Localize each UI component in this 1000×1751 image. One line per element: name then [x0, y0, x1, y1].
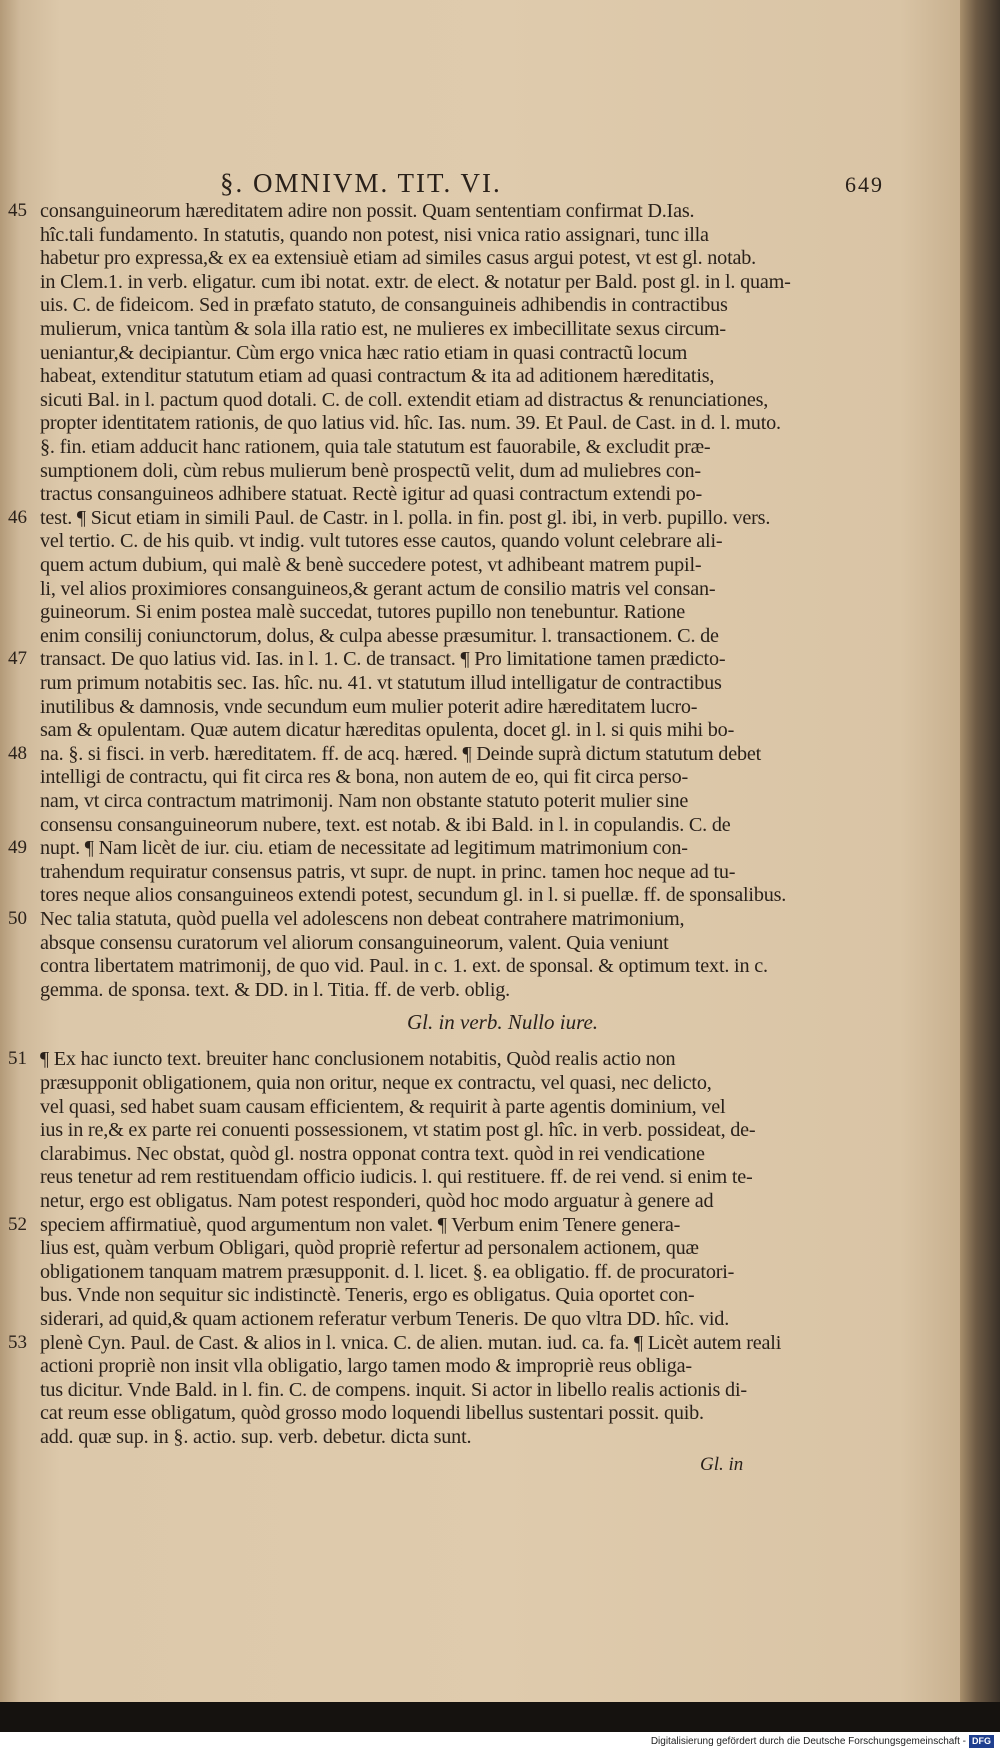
- marginal-number: 52: [8, 1213, 27, 1235]
- line-text: vel tertio. C. de his quib. vt indig. vult tutores esse cautos, quando volunt celebrare ali-: [40, 530, 723, 553]
- line-text: lius est, quàm verbum Obligari, quòd propriè refertur ad personalem actionem, quæ: [40, 1237, 699, 1260]
- marginal-number: 49: [8, 837, 27, 859]
- line-text: in Clem.1. in verb. eligatur. cum ibi notat. extr. de elect. & notatur per Bald. post gl. in l. quam-: [40, 270, 791, 293]
- page-number: 649: [845, 172, 884, 197]
- line-text: test. ¶ Sicut etiam in simili Paul. de Castr. in l. polla. in fin. post gl. ibi, in verb. pupillo. vers.: [40, 506, 771, 529]
- marginal-number: 45: [8, 200, 27, 221]
- footer-credit: Digitalisierung gefördert durch die Deutsche Forschungsgemeinschaft -: [650, 1736, 966, 1747]
- line-text: propter identitatem rationis, de quo latius vid. hîc. Ias. num. 39. Et Paul. de Cast. in d. l. muto.: [40, 412, 781, 435]
- marginal-number: 46: [8, 506, 27, 528]
- page-edge: [960, 0, 1000, 1702]
- line-text: tus dicitur. Vnde Bald. in l. fin. C. de compens. inquit. Si actor in libello realis actionis di-: [40, 1378, 747, 1401]
- line-text: add. quæ sup. in §. actio. sup. verb. debetur. dicta sunt.: [40, 1426, 472, 1448]
- line-text: mulierum, vnica tantùm & sola illa ratio est, ne mulieres ex imbecillitate sexus circum-: [40, 318, 726, 340]
- line-text: rum primum notabitis sec. Ias. hîc. nu. 41. vt statutum illud intelligatur de contractibus: [40, 672, 722, 694]
- line-text: intelligi de contractu, qui fit circa res & bona, non autem de eo, qui fit circa perso-: [40, 766, 688, 789]
- line-text: quem actum dubium, qui malè & benè succedere potest, vt adhibeant matrem pupil-: [40, 554, 702, 576]
- dfg-logo: DFG: [969, 1735, 994, 1748]
- line-text: ¶ Ex hac iuncto text. breuiter hanc conclusionem notabitis, Quòd realis actio non: [40, 1048, 676, 1071]
- line-text: reus tenetur ad rem restituendam officio iudicis. l. qui restituere. ff. de rei vend. si enim te-: [40, 1166, 753, 1189]
- line-text: vel quasi, sed habet suam causam efficientem, & requirit à parte agentis dominium, vel: [40, 1095, 726, 1118]
- line-text: actioni propriè non insit vlla obligatio, largo tamen modo & impropriè reus obliga-: [40, 1355, 692, 1378]
- line-text: sumptionem doli, cùm rebus mulierum benè prospectũ velit, dum ad muliebres con-: [40, 459, 701, 482]
- line-text: clarabimus. Nec obstat, quòd gl. nostra opponat contra text. quòd in rei vendicatione: [40, 1142, 705, 1165]
- line-text: netur, ergo est obligatus. Nam potest responderi, quòd hoc modo arguatur à genere ad: [40, 1190, 714, 1212]
- line-text: consensu consanguineorum nubere, text. est notab. & ibi Bald. in l. in copulandis. C. de: [40, 813, 731, 836]
- line-text: absque consensu curatorum vel aliorum consanguineorum, valent. Quia veniunt: [40, 931, 669, 954]
- line-text: habetur pro expressa,& ex ea extensiuè etiam ad similes casus argui potest, vt est gl. notab.: [40, 247, 756, 270]
- line-text: plenè Cyn. Paul. de Cast. & alios in l. vnica. C. de alien. mutan. iud. ca. fa. ¶ Licèt autem reali: [40, 1331, 782, 1354]
- marginal-number: 53: [8, 1331, 27, 1353]
- line-text: contra libertatem matrimonij, de quo vid. Paul. in c. 1. ext. de sponsal. & optimum text. in c.: [40, 955, 768, 978]
- section-heading: Gl. in verb. Nullo iure.: [406, 1010, 599, 1035]
- digitization-footer: [0, 1732, 1000, 1751]
- line-text: enim consilij coniunctorum, dolus, & culpa abesse præsumitur. l. transactionem. C. de: [40, 624, 719, 647]
- line-text: sicuti Bal. in l. pactum quod dotali. C. de coll. extendit etiam ad distractus & renunciationes,: [40, 388, 769, 411]
- line-text: siderari, ad quid,& quam actionem referatur verbum Teneris. De quo vltra DD. hîc. vid.: [40, 1308, 730, 1330]
- marginal-number: 51: [8, 1048, 27, 1070]
- line-text: na. §. si fisci. in verb. hæreditatem. ff. de acq. hæred. ¶ Deinde suprà dictum statutum debet: [40, 742, 762, 765]
- line-text: tores neque alios consanguineos extendi potest, secundum gl. in l. si puellæ. ff. de sponsalibus.: [40, 884, 787, 907]
- line-text: transact. De quo latius vid. Ias. in l. 1. C. de transact. ¶ Pro limitatione tamen prædicto-: [40, 648, 726, 671]
- line-text: habeat, extenditur statutum etiam ad quasi contractum & ita ad aditionem hæreditatis,: [40, 365, 715, 388]
- line-text: speciem affirmatiuè, quod argumentum non valet. ¶ Verbum enim Tenere genera-: [40, 1213, 681, 1236]
- marginal-number: 48: [8, 742, 27, 764]
- line-text: ueniantur,& decipiantur. Cùm ergo vnica hæc ratio etiam in quasi contractũ locum: [40, 341, 688, 364]
- line-text: guineorum. Si enim postea malè succedat, tutores pupillo non tenebuntur. Ratione: [40, 601, 686, 624]
- line-text: uis. C. de fideicom. Sed in præfato statuto, de consanguineis adhibendis in contractibus: [40, 294, 728, 317]
- line-text: nam, vt circa contractum matrimonij. Nam non obstante statuto poterit mulier sine: [40, 790, 689, 812]
- line-text: ius in re,& ex parte rei conuenti possessionem, vt statim post gl. hîc. in verb. possideat, de-: [40, 1119, 756, 1142]
- marginal-number: 50: [8, 908, 27, 929]
- line-text: li, vel alios proximiores consanguineos,& gerant actum de consilio matris vel consan-: [40, 577, 716, 600]
- line-text: præsupponit obligationem, quia non oritur, neque ex contractu, vel quasi, nec delicto,: [40, 1072, 712, 1094]
- line-text: Nec talia statuta, quòd puella vel adolescens non debeat contrahere matrimonium,: [40, 908, 685, 930]
- line-text: consanguineorum hæreditatem adire non possit. Quam sententiam confirmat D.Ias.: [40, 200, 695, 222]
- scan-border: [0, 1702, 1000, 1732]
- line-text: sam & opulentam. Quæ autem dicatur hæreditas opulenta, docet gl. in l. si quis mihi bo-: [40, 719, 735, 742]
- line-text: hîc.tali fundamento. In statutis, quando non potest, nisi vnica ratio assignari, tunc illa: [40, 223, 709, 246]
- line-text: tractus consanguineos adhibere statuat. Rectè igitur ad quasi contractum extendi po-: [40, 483, 703, 506]
- line-text: obligationem tanquam matrem præsupponit. d. l. licet. §. ea obligatio. ff. de procuratori-: [40, 1260, 735, 1283]
- line-text: inutilibus & damnosis, vnde secundum eum mulier poterit adire hæreditatem lucro-: [40, 695, 698, 718]
- catchword: Gl. in: [700, 1453, 744, 1475]
- line-text: bus. Vnde non sequitur sic indistinctè. Teneris, ergo es obligatus. Quia oportet con-: [40, 1284, 695, 1307]
- marginal-number: 47: [8, 648, 27, 670]
- line-text: gemma. de sponsa. text. & DD. in l. Titia. ff. de verb. oblig.: [40, 978, 510, 1001]
- running-head-title: §. OMNIVM. TIT. VI.: [220, 168, 502, 198]
- line-text: nupt. ¶ Nam licèt de iur. ciu. etiam de necessitate ad legitimum matrimonium con-: [40, 837, 688, 860]
- line-text: §. fin. etiam adducit hanc rationem, quia tale statutum est fauorabile, & excludit præ-: [40, 436, 711, 458]
- line-text: cat reum esse obligatum, quòd grosso modo loquendi libellus sustentari possit. quib.: [40, 1402, 704, 1425]
- line-text: trahendum requiratur consensus patris, vt supr. de nupt. in princ. tamen hoc neque ad tu-: [40, 860, 736, 883]
